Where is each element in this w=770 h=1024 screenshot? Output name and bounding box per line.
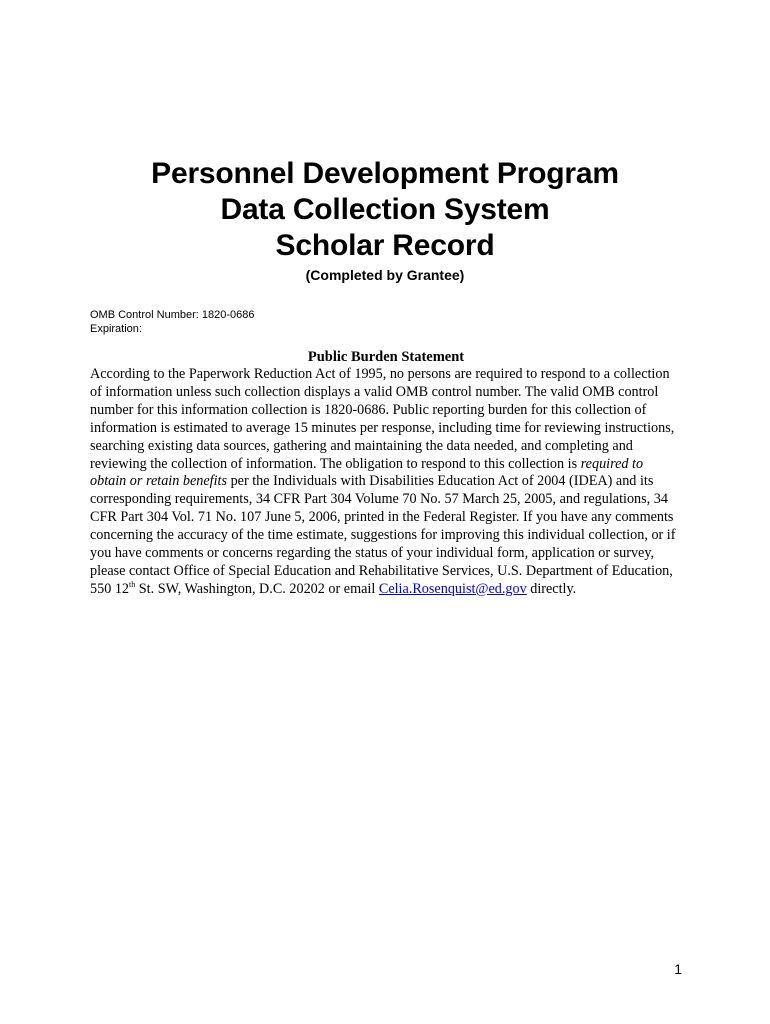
burden-text-4: directly.: [526, 580, 577, 597]
omb-info: [90, 308, 254, 336]
burden-text-2: per the Individuals with Disabilities Education Act of 2004 (IDEA) and its corresponding requirements, 34 CFR Part 304 Volume 70 No. 57 March 25, 2005, and regulations, 34 CFR Part 304 Vol. 71 No. 107 June 5, 2006, printed in the Federal Register. If you have any comments concerning the accuracy of the time estimate, suggestions for improving this individual collection, or if you have comments or concerns regarding the status of your individual form, application or survey, please contact Office of Special Education and Rehabilitative Services, U.S. Department of Education, 550 12: [90, 473, 676, 597]
title-line-2: Data Collection System: [220, 193, 550, 226]
omb-control-number: OMB Control Number: 1820-0686: [90, 309, 255, 321]
burden-superscript: th: [129, 579, 136, 589]
burden-text-3: St. SW, Washington, D.C. 20202 or email: [135, 580, 379, 597]
burden-heading: Public Burden Statement: [307, 349, 465, 365]
email-link[interactable]: Celia.Rosenquist@ed.gov: [378, 580, 527, 597]
title-block: [0, 156, 770, 284]
subtitle: (Completed by Grantee): [305, 267, 465, 283]
burden-text-1: According to the Paperwork Reduction Act of 1995, no persons are required to respond to a collection of information unless such collection displays a valid OMB control number. The valid OMB control number for this information collection is 1820-0686. Public reporting burden for this collection of information is estimated to average 15 minutes per response, including time for reviewing instructions, searching existing data sources, gathering and maintaining the data needed, and completing and reviewing the collection of information. The obligation to respond to this collection is: [90, 366, 675, 472]
burden-body: [90, 366, 682, 599]
expiration-label: Expiration:: [90, 323, 142, 335]
title-line-1: Personnel Development Program: [151, 157, 619, 190]
burden-emphasis: required to obtain or retain benefits: [90, 455, 644, 490]
title-line-3: Scholar Record: [275, 229, 495, 262]
public-burden-statement: [90, 348, 682, 599]
page-number: 1: [674, 961, 682, 977]
